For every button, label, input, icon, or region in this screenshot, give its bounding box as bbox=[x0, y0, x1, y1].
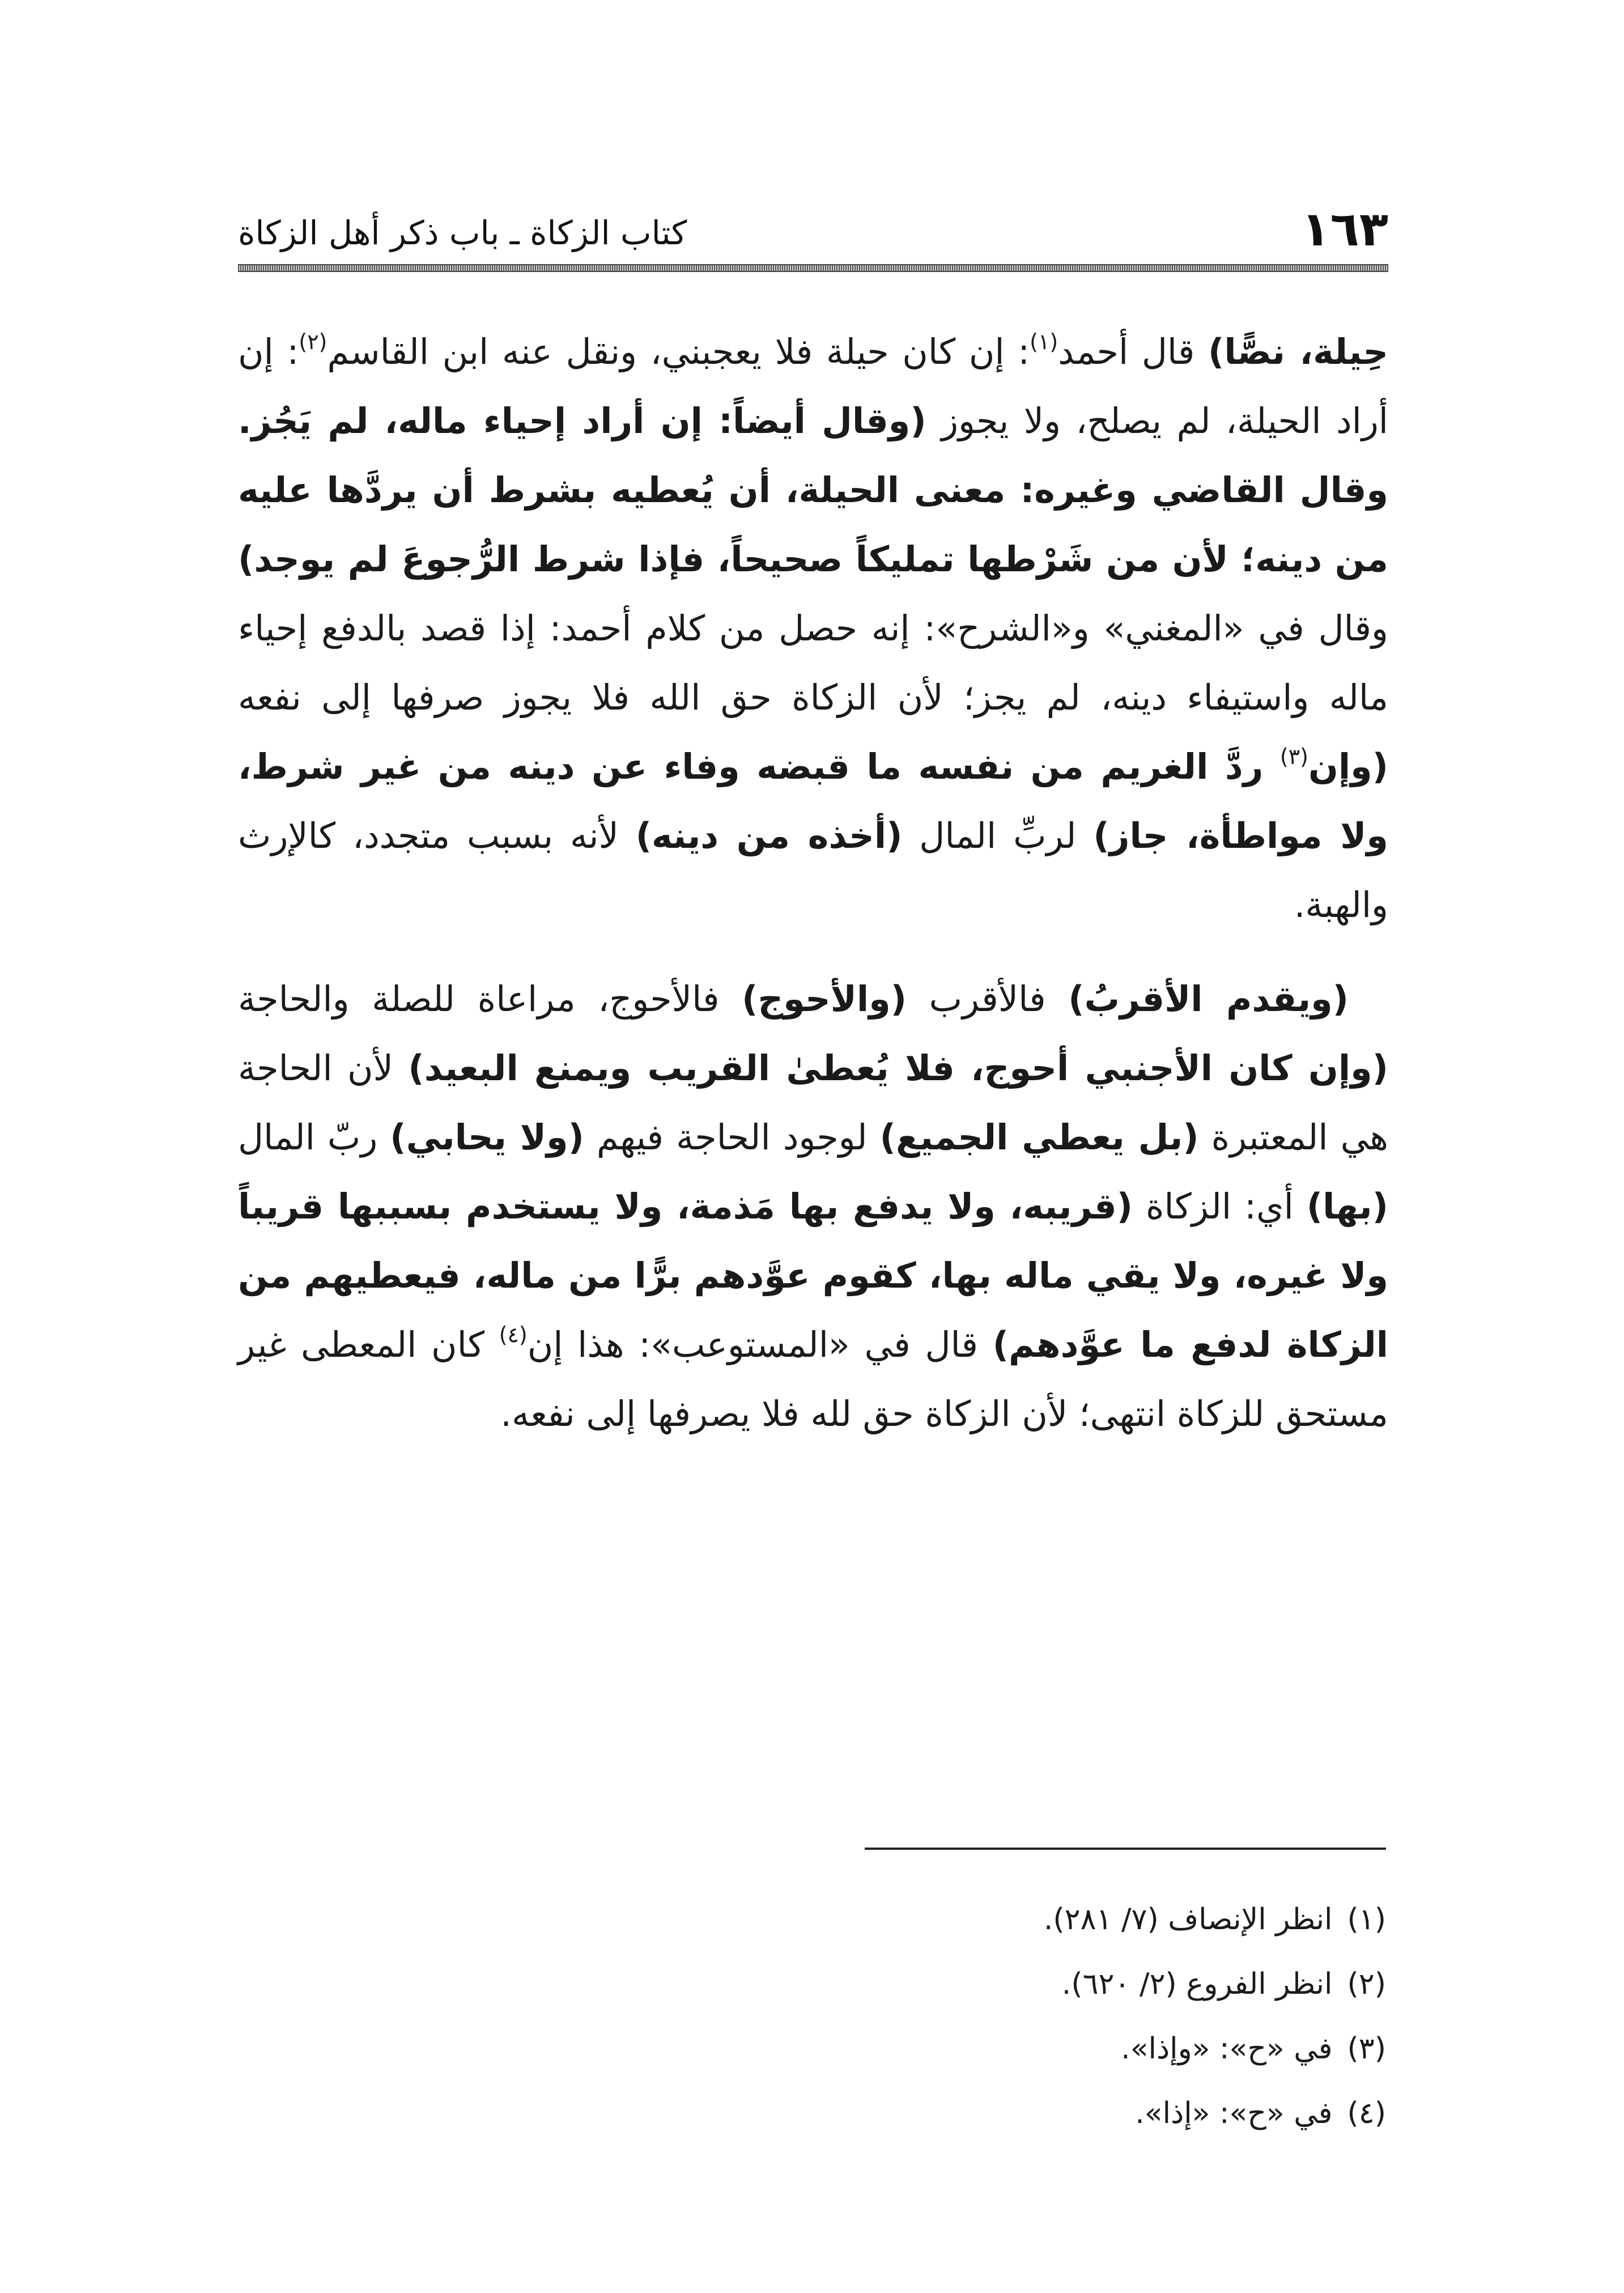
matn-text: (وإن bbox=[1308, 746, 1388, 787]
footnote-number: (٤) bbox=[1347, 2096, 1386, 2130]
commentary-text: : إن كان حيلة فلا يعجبني، ونقل عنه ابن القاسم bbox=[327, 331, 1030, 372]
commentary-text: ربّ المال bbox=[238, 1116, 390, 1158]
commentary-text: لربِّ المال bbox=[902, 815, 1094, 856]
footnotes-list bbox=[593, 1887, 1386, 2146]
commentary-text: فالأقرب bbox=[907, 978, 1069, 1020]
commentary-text: لوجود الحاجة فيهم bbox=[584, 1116, 880, 1158]
commentary-text: فالأحوج، مراعاة للصلة والحاجة bbox=[238, 978, 742, 1020]
commentary-text: لأن الحاجة هي المعتبرة bbox=[238, 1047, 1388, 1158]
paragraph-2 bbox=[238, 965, 1388, 1449]
matn-text: (قريبه، ولا يدفع بها مَذمة، ولا يستخدم بسببها قريباً ولا غيره، ولا يقي ماله بها، كقوم عوَّدهم برًّا من ماله، فيعطيهم من الزكاة لدفع ما عوَّدهم) bbox=[238, 1186, 1388, 1365]
matn-text: حِيلة، نصًّا) bbox=[1208, 331, 1389, 372]
footnote-number: (٢) bbox=[1347, 1967, 1386, 2001]
commentary-text: أي: الزكاة bbox=[1132, 1186, 1307, 1227]
footnote-text: انظر الفروع (٢/ ٦٢٠). bbox=[1061, 1967, 1333, 2001]
footnote-number: (٣) bbox=[1347, 2032, 1386, 2066]
running-title: كتاب الزكاة ـ باب ذكر أهل الزكاة bbox=[238, 214, 687, 252]
matn-text: (أخذه من دينه) bbox=[635, 815, 903, 856]
commentary-text: كان المعطى غير مستحق للزكاة انتهى؛ لأن الزكاة حق لله فلا يصرفها إلى نفعه. bbox=[238, 1324, 1388, 1434]
footnote-text: في «ح»: «وإذا». bbox=[1121, 2032, 1333, 2066]
footnote-text: في «ح»: «إذا». bbox=[1135, 2096, 1333, 2130]
page-header bbox=[238, 187, 1388, 261]
matn-text: (والأحوج) bbox=[742, 978, 907, 1020]
matn-text: (وإن كان الأجنبي أحوج، فلا يُعطىٰ القريب ويمنع البعيد) bbox=[408, 1047, 1388, 1089]
page-number: ١٦٣ bbox=[1301, 201, 1388, 257]
matn-text: ردَّ الغريم من نفسه ما قبضه وفاء عن دينه من غير شرط، ولا مواطأة، جاز) bbox=[238, 746, 1388, 856]
commentary-text: قال في «المستوعب»: هذا إن bbox=[527, 1324, 993, 1365]
footnote bbox=[593, 2081, 1386, 2146]
footnote-divider bbox=[865, 1848, 1386, 1850]
footnote-ref: (٣) bbox=[1279, 744, 1308, 769]
footnote-ref: (٤) bbox=[499, 1322, 528, 1347]
footnote bbox=[593, 1887, 1386, 1952]
footnote-ref: (١) bbox=[1030, 329, 1058, 354]
commentary-text: وقال في «المغني» و«الشرح»: إنه حصل من كلام أحمد: إذا قصد بالدفع إحياء ماله واستيفاء دينه، لم يجز؛ لأن الزكاة حق الله فلا يجوز صرفها إلى نفعه bbox=[238, 608, 1388, 718]
body-text bbox=[238, 317, 1388, 1449]
commentary-text: : إن أراد الحيلة، لم يصلح، ولا يجوز bbox=[238, 331, 1388, 441]
matn-text: (ولا يحابي) bbox=[390, 1116, 584, 1158]
footnote-number: (١) bbox=[1347, 1903, 1386, 1937]
footnote-text: انظر الإنصاف (٧/ ٢٨١). bbox=[1043, 1903, 1333, 1937]
header-divider bbox=[238, 264, 1388, 272]
matn-text: (بل يعطي الجميع) bbox=[879, 1116, 1199, 1158]
footnote-ref: (٢) bbox=[299, 329, 328, 354]
footnote bbox=[593, 2016, 1386, 2081]
commentary-text: لأنه بسبب متجدد، كالإرث والهبة. bbox=[238, 815, 1388, 925]
paragraph-1 bbox=[238, 317, 1388, 940]
commentary-text: قال أحمد bbox=[1058, 331, 1209, 372]
matn-text: (ويقدم الأقربُ) bbox=[1068, 978, 1349, 1020]
footnote bbox=[593, 1952, 1386, 2016]
matn-text: (بها) bbox=[1306, 1186, 1389, 1227]
matn-text: (وقال أيضاً: إن أراد إحياء ماله، لم يَجُز. وقال القاضي وغيره: معنى الحيلة، أن يُعطيه بشرط أن يردَّها عليه من دينه؛ لأن من شَرْطها تمليكاً صحيحاً، فإذا شرط الرُّجوعَ لم يوجد) bbox=[238, 400, 1388, 580]
